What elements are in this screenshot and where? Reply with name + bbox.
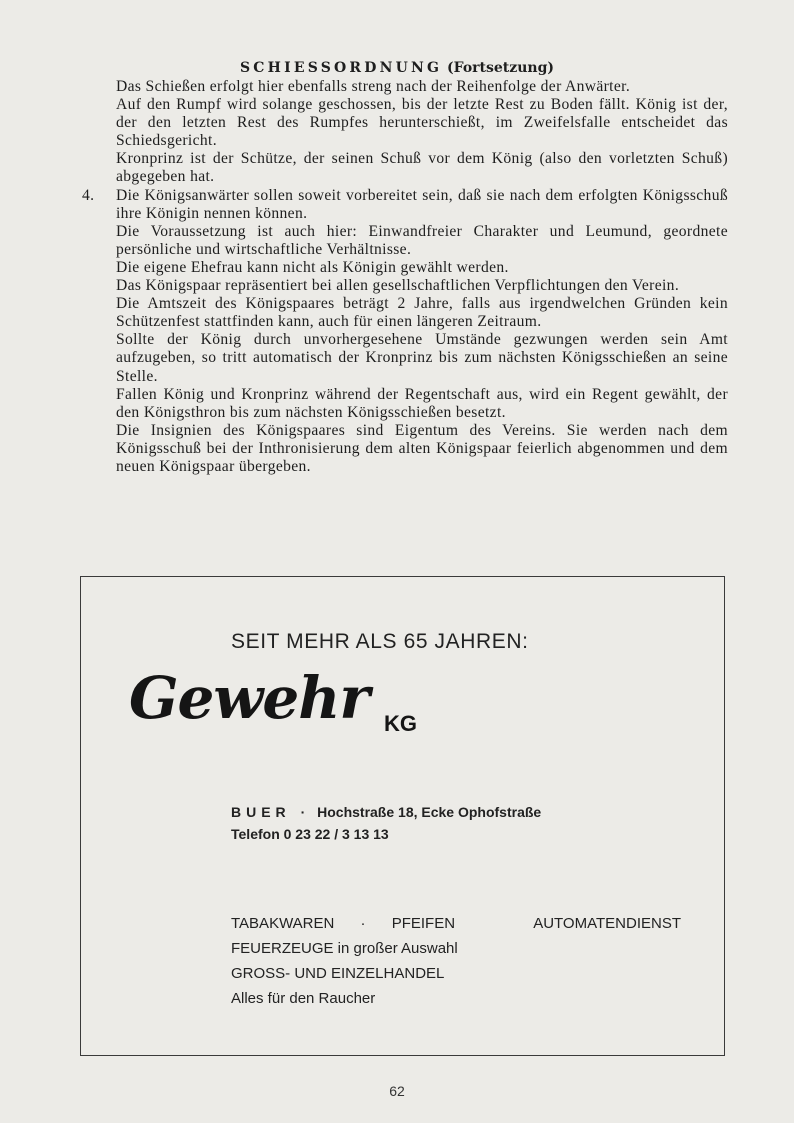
address-line	[231, 801, 541, 823]
company-logo: Gewehr	[129, 664, 369, 732]
address-phone: Telefon 0 23 22 / 3 13 13	[231, 826, 389, 842]
section-heading-main: SCHIESSORDNUNG	[240, 60, 443, 76]
numbered-paragraph	[82, 186, 728, 223]
product-separator: ·	[360, 915, 366, 932]
company-address	[231, 801, 541, 845]
paragraph-text: Die Königsanwärter sollen soweit vorbereitet sein, daß sie nach dem erfolgten Königsschuß ihre Königin nennen können.	[116, 186, 728, 222]
company-logo-suffix: KG	[384, 711, 417, 736]
product-pfeifen: PFEIFEN	[391, 915, 456, 932]
paragraph: Fallen König und Kronprinz während der Regentschaft aus, wird ein Regent gewählt, der den Königsthron bis zum nächsten Königsschießen besetzt.	[116, 385, 728, 421]
paragraph: Die Voraussetzung ist auch hier: Einwandfreier Charakter und Leumund, geordnete persönliche und wirtschaftliche Verhältnisse.	[116, 222, 728, 258]
paragraph: Die Insignien des Königspaares sind Eigentum des Vereins. Sie werden nach dem Königsschuß bei der Inthronisierung dem alten Königspaar feierlich abgenommen und dem neuen Königspaar übergeben.	[116, 421, 728, 475]
product-row	[231, 911, 681, 936]
paragraph: Auf den Rumpf wird solange geschossen, bis der letzte Rest zu Boden fällt. König ist der, der den letzten Rest des Rumpfes herunterschießt, im Zweifelsfalle entscheidet das Schiedsgericht.	[116, 96, 728, 150]
paragraph: Das Königspaar repräsentiert bei allen gesellschaftlichen Verpflichtungen den Verein.	[116, 277, 680, 295]
item-number: 4.	[82, 186, 95, 204]
product-line-handel: GROSS- UND EINZELHANDEL	[231, 965, 445, 982]
product-list	[231, 911, 681, 1011]
ad-headline: SEIT MEHR ALS 65 JAHREN:	[231, 630, 529, 653]
paragraph: Die Amtszeit des Königspaares beträgt 2 Jahre, falls aus irgendwelchen Gründen kein Schützenfest stattfinden kann, auch für einen längeren Zeitraum.	[116, 295, 728, 331]
address-street: Hochstraße 18, Ecke Ophofstraße	[317, 804, 542, 820]
address-city: BUER	[231, 804, 291, 820]
section-heading	[0, 60, 794, 76]
section-heading-sub: (Fortsetzung)	[447, 60, 554, 76]
address-separator: ·	[300, 804, 306, 820]
paragraph: Die eigene Ehefrau kann nicht als Königin gewählt werden.	[116, 258, 509, 276]
product-line-feuerzeuge: FEUERZEUGE in großer Auswahl	[231, 940, 458, 957]
rules-text	[82, 78, 728, 476]
product-tabakwaren: TABAKWAREN	[231, 915, 335, 932]
paragraph: Das Schießen erfolgt hier ebenfalls streng nach der Reihenfolge der Anwärter.	[116, 78, 631, 95]
advertisement	[80, 576, 725, 1056]
paragraph: Sollte der König durch unvorhergesehene Umstände gezwungen werden sein Amt aufzugeben, so tritt automatisch der Kronprinz bis zum nächsten Königsschießen an seine Stelle.	[116, 331, 728, 385]
product-automatendienst: AUTOMATENDIENST	[533, 915, 681, 932]
paragraph: Kronprinz ist der Schütze, der seinen Schuß vor dem König (also den vorletzten Schuß) abgegeben hat.	[116, 150, 728, 186]
page-number: 62	[389, 1083, 405, 1099]
product-line-raucher: Alles für den Raucher	[231, 990, 376, 1007]
